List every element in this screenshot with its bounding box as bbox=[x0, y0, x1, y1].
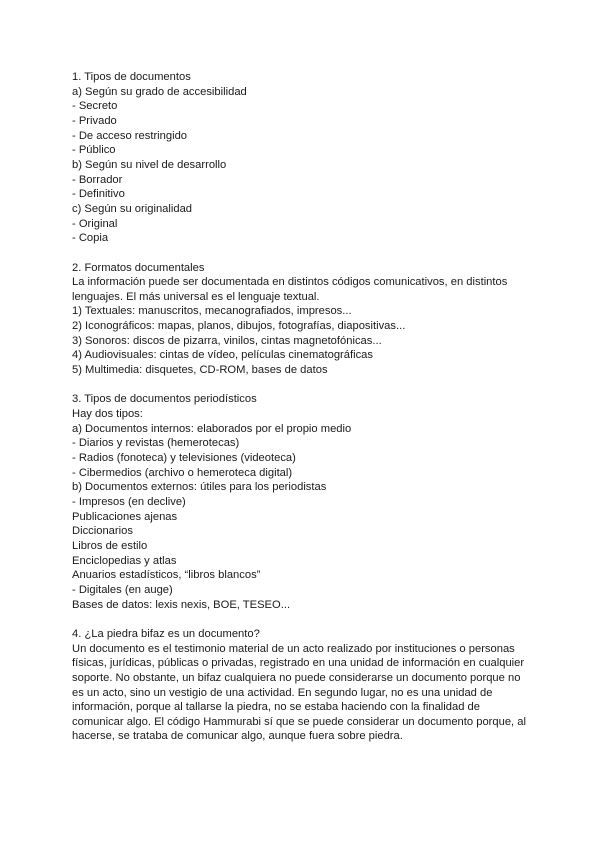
list-item: Enciclopedias y atlas bbox=[72, 554, 177, 567]
section-documentos-periodisticos bbox=[72, 392, 534, 612]
section-formatos-documentales bbox=[72, 261, 534, 378]
list-item: - Público bbox=[72, 144, 116, 157]
section-intro-paragraph: La información puede ser documentada en distintos códigos comunicativos, en distintos lenguajes. El más universal es el lenguaje textual. bbox=[72, 276, 508, 303]
list-item: Anuarios estadísticos, “libros blancos” bbox=[72, 569, 261, 582]
subheading-originalidad: c) Según su originalidad bbox=[72, 202, 193, 215]
list-item: 2) Iconográficos: mapas, planos, dibujos, fotografías, diapositivas... bbox=[72, 320, 406, 333]
list-item: - De acceso restringido bbox=[72, 129, 188, 142]
list-item: - Digitales (en auge) bbox=[72, 583, 173, 596]
list-item: - Copia bbox=[72, 232, 109, 245]
section-piedra-bifaz bbox=[72, 627, 534, 744]
section-heading: 2. Formatos documentales bbox=[72, 261, 205, 274]
document-page bbox=[72, 70, 534, 744]
list-item: - Definitivo bbox=[72, 188, 125, 201]
list-item: - Original bbox=[72, 217, 118, 230]
list-item: Libros de estilo bbox=[72, 539, 148, 552]
subheading-externos: b) Documentos externos: útiles para los periodistas bbox=[72, 481, 327, 494]
list-item: 1) Textuales: manuscritos, mecanografiados, impresos... bbox=[72, 305, 352, 318]
body-paragraph: Un documento es el testimonio material de un acto realizado por instituciones o personas físicas, jurídicas, públicas o privadas, registrado en una unidad de información en cualquier soporte. No obstante, un bifaz cualquiera no puede considerarse un documento porque no es un acto, sino un vestigio de una actividad. En segundo lugar, no es una unidad de información, porque al tallarse la piedra, no se estaba haciendo con la finalidad de comunicar algo. El código Hammurabi sí que se puede considerar un documento porque, al hacerse, se trataba de comunicar algo, aunque fuera sobre piedra. bbox=[72, 642, 526, 743]
list-item: Diccionarios bbox=[72, 525, 133, 538]
list-item: 5) Multimedia: disquetes, CD-ROM, bases de datos bbox=[72, 364, 328, 377]
list-item: Publicaciones ajenas bbox=[72, 510, 178, 523]
list-item: 4) Audiovisuales: cintas de vídeo, películas cinematográficas bbox=[72, 349, 373, 362]
section-heading: 3. Tipos de documentos periodísticos bbox=[72, 393, 257, 406]
list-item: Bases de datos: lexis nexis, BOE, TESEO... bbox=[72, 598, 291, 611]
subheading-accesibilidad: a) Según su grado de accesibilidad bbox=[72, 85, 247, 98]
list-item: - Diarios y revistas (hemerotecas) bbox=[72, 437, 240, 450]
list-item: - Impresos (en declive) bbox=[72, 496, 186, 508]
list-item: - Privado bbox=[72, 114, 117, 127]
section-tipos-de-documentos bbox=[72, 70, 534, 246]
list-item: - Cibermedios (archivo o hemeroteca digital) bbox=[72, 466, 293, 479]
subheading-internos: a) Documentos internos: elaborados por el propio medio bbox=[72, 422, 352, 435]
list-item: 3) Sonoros: discos de pizarra, vinilos, cintas magnetofónicas... bbox=[72, 334, 382, 347]
list-item: - Radios (fonoteca) y televisiones (videoteca) bbox=[72, 452, 296, 465]
subheading-desarrollo: b) Según su nivel de desarrollo bbox=[72, 158, 227, 171]
list-item: - Secreto bbox=[72, 100, 118, 113]
body-line: Hay dos tipos: bbox=[72, 408, 143, 421]
section-heading: 1. Tipos de documentos bbox=[72, 71, 191, 83]
section-heading: 4. ¿La piedra bifaz es un documento? bbox=[72, 627, 260, 640]
list-item: - Borrador bbox=[72, 173, 123, 186]
